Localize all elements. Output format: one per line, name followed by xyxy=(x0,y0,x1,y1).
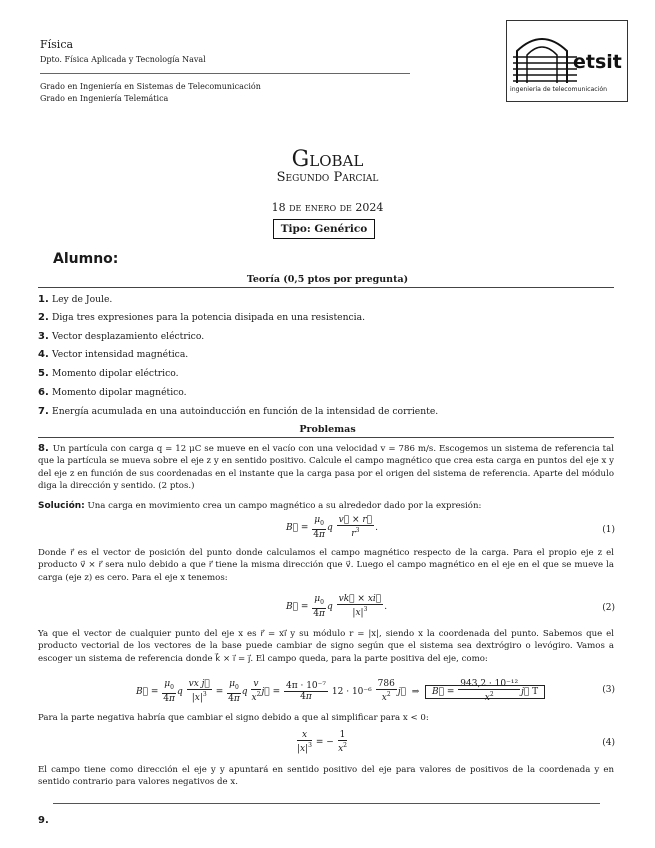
equation-number: (4) xyxy=(602,738,615,748)
equation-3: B⃗ = $\frac{\mu_0}{4\pi}$ q $\frac{\text{vx j⃗}}{|x|^3}$ = $\frac{\mu_0}{4\pi}$ q $\frac{v}{x^2}$ j⃗ = $\frac{\text{4π · 10⁻⁷}}{4\pi}$ 12 · 10⁻⁶ $\frac{786}{x^2}$ j⃗ ⇒ B⃗ = $\frac{\text{943,2 · 10⁻¹²}}{x^2}$ j⃗ T xyxy=(136,679,545,704)
logo-subtext: ingeniería de telecomunicación xyxy=(510,86,608,93)
degree-line-2: Grado en Ingeniería Telemática xyxy=(40,94,169,103)
theory-item: 1. Ley de Joule. xyxy=(38,294,113,305)
theory-item: 7. Energía acumulada en una autoinducción en función de la intensidad de corriente. xyxy=(38,406,439,417)
exam-subtitle: Segundo Parcial xyxy=(276,170,379,185)
equation-4: $\frac{x}{|x|^3}$ = − $\frac{1}{x^2}$ xyxy=(297,730,347,754)
theory-item: 3. Vector desplazamiento eléctrico. xyxy=(38,331,205,342)
equation-2: B⃗ = $\frac{\mu_0}{4\pi}$ q $\frac{vk⃗ \times xi⃗}{|x|^3}$ . xyxy=(286,594,388,619)
problems-rule xyxy=(38,437,614,438)
type-box: Tipo: Genérico xyxy=(273,219,375,239)
header-rule xyxy=(40,73,410,74)
solution-text-2: Ya que el vector de cualquier punto del eje x es r⃗ = xi⃗ y su módulo r = |x|, siendo x la coordenada del punto. Sabemos que el producto vectorial de los vectores de la base puede cambiar de signo según que el sistema sea dextrógiro o levógiro. Vamos a escoger un sistema de referencia donde k⃗ × i⃗ = j⃗. El campo queda, para la parte positiva del eje, como: xyxy=(38,629,614,664)
problem-8-statement: 8. Un partícula con carga q = 12 μC se mueve en el vacío con una velocidad v = 786 m/s. Escogemos un sistema de referencia tal que la partícula se mueva sobre el eje z y en sentido positivo. Calcule el campo magnético que crea esta carga en puntos del eje x y del eje z en función de sus coordenadas en el instante que la carga pasa por el origen del sistema de referencia. Aparte del módulo diga la dirección y sentido. (2 ptos.) xyxy=(38,443,614,492)
department: Dpto. Física Aplicada y Tecnología Naval xyxy=(40,55,206,64)
equation-number: (1) xyxy=(602,525,615,535)
degree-line-1: Grado en Ingeniería en Sistemas de Telecomunicación xyxy=(40,82,261,91)
theory-item: 4. Vector intensidad magnética. xyxy=(38,349,189,360)
etsit-logo xyxy=(506,20,628,102)
solution-intro: Solución: Una carga en movimiento crea un campo magnético a su alrededor dado por la expresión: xyxy=(38,501,482,511)
problem-9-number: 9. xyxy=(38,815,49,826)
logo-text: etsit xyxy=(573,51,622,73)
solution-text-1: Donde r⃗ es el vector de posición del punto donde calculamos el campo magnético respecto de la carga. Para el propio eje z el producto v⃗ × r⃗ sera nulo debido a que r⃗ tiene la misma dirección que v⃗. Luego el campo magnético en el eje en el que se mueve la carga (eje z) es cero. Para el eje x tenemos: xyxy=(38,548,614,583)
footer-rule xyxy=(53,803,600,804)
exam-date: 18 de enero de 2024 xyxy=(271,201,384,214)
theory-item: 5. Momento dipolar eléctrico. xyxy=(38,368,179,379)
problems-heading: Problemas xyxy=(299,424,356,435)
theory-heading: Teoría (0,5 ptos por pregunta) xyxy=(246,274,409,285)
student-label: Alumno: xyxy=(53,251,119,267)
equation-1: B⃗ = $\frac{\mu_0}{4\pi}$ q $\frac{v⃗ \times r⃗}{r^3}$ . xyxy=(286,515,378,540)
exam-title: Global xyxy=(291,147,364,172)
theory-item: 6. Momento dipolar magnético. xyxy=(38,387,187,398)
problem-number: 8. xyxy=(38,443,49,454)
equation-number: (2) xyxy=(602,603,615,613)
subject-title: Física xyxy=(40,38,74,51)
solution-text-3: Para la parte negativa habría que cambiar el signo debido a que al simplificar para x < 0: xyxy=(38,713,429,723)
result-box: B⃗ = $\frac{\text{943,2 · 10⁻¹²}}{x^2}$ j⃗ T xyxy=(425,685,545,699)
solution-text-4: El campo tiene como dirección el eje y y apuntará en sentido positivo del eje para valores de positivos de la coordenada y en sentido contrario para valores negativos de x. xyxy=(38,765,614,788)
theory-item: 2. Diga tres expresiones para la potencia disipada en una resistencia. xyxy=(38,312,366,323)
theory-rule xyxy=(38,287,614,288)
equation-number: (3) xyxy=(602,685,615,695)
